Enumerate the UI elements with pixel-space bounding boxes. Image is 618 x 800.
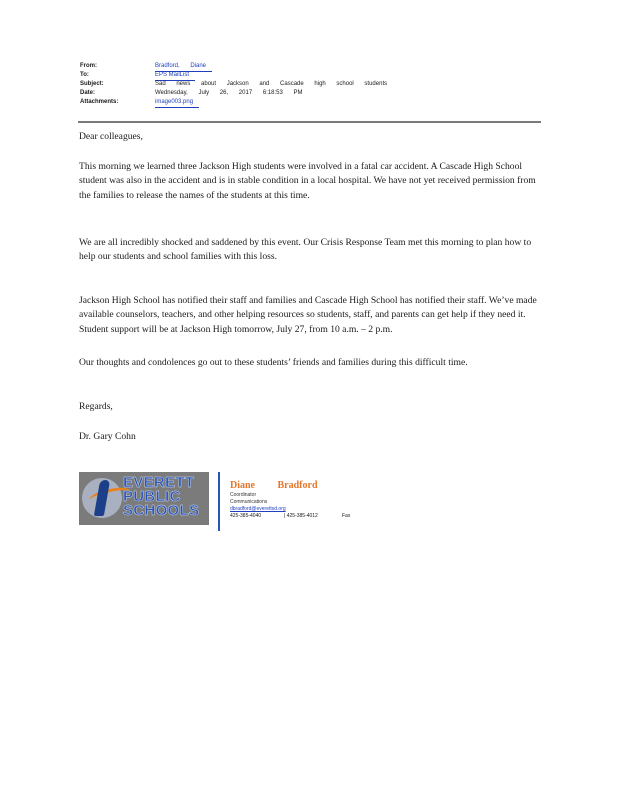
subject-label: Subject: [80, 81, 104, 87]
signature-title: Coordinator [230, 492, 257, 498]
logo-line: PUBLIC [123, 488, 181, 505]
subject-value: Sad news about Jackson and Cascade high school students [155, 81, 388, 87]
to-link[interactable]: EPS MailList [155, 71, 195, 81]
fax-label: Fax [342, 513, 351, 519]
signature-divider [218, 472, 220, 531]
from-label: From: [80, 63, 97, 69]
everett-public-schools-logo [79, 472, 209, 525]
from-link[interactable]: Bradford, Diane [155, 62, 212, 72]
email-header [80, 62, 540, 107]
paragraph: This morning we learned three Jackson High students were involved in a fatal car accident. A Cascade High School student was also in the accident and is in stable condition in a local hospital. We have not yet received permission from the families to release the names of the students at this time. [79, 161, 536, 201]
date-row [80, 89, 540, 98]
signature-name: Diane Bradford [230, 480, 318, 491]
signature-phones [230, 513, 351, 521]
logo-wordmark [123, 476, 199, 518]
attachments-label: Attachments: [80, 99, 119, 105]
fax-number: | 425-385-4012 [284, 513, 318, 519]
date-label: Date: [80, 90, 96, 96]
logo-line: SCHOOLS [123, 502, 200, 519]
from-row [80, 62, 540, 71]
date-value: Wednesday, July 26, 2017 6:18:53 PM [155, 90, 303, 96]
signature-block [230, 480, 351, 521]
signature-department: Communications [230, 499, 268, 505]
attachments-row [80, 98, 540, 107]
attachment-link[interactable]: image003.png [155, 98, 199, 108]
logo-line: EVERETT [123, 474, 195, 491]
paragraph: We are all incredibly shocked and saddened by this event. Our Crisis Response Team met this morning to plan how to help our students and school families with this loss. [79, 237, 532, 263]
closing: Regards, [79, 401, 113, 412]
greeting: Dear colleagues, [79, 131, 143, 142]
header-divider [78, 121, 541, 123]
signer-name: Dr. Gary Cohn [79, 431, 136, 442]
signature-email-link[interactable]: dbradford@everettsd.org [230, 506, 286, 512]
to-label: To: [80, 72, 89, 78]
paragraph: Jackson High School has notified their staff and families and Cascade High School has notified their staff. We’ve made available counselors, teachers, and other helping resources so students, staff, and parents can get help if they need it. Student support will be at Jackson High tomorrow, July 27, from 10 a.m. – 2 p.m. [79, 295, 537, 335]
subject-row [80, 80, 540, 89]
to-row [80, 71, 540, 80]
phone-number: 425-385-4040 [230, 513, 262, 519]
paragraph: Our thoughts and condolences go out to these students’ friends and families during this difficult time. [79, 357, 468, 368]
